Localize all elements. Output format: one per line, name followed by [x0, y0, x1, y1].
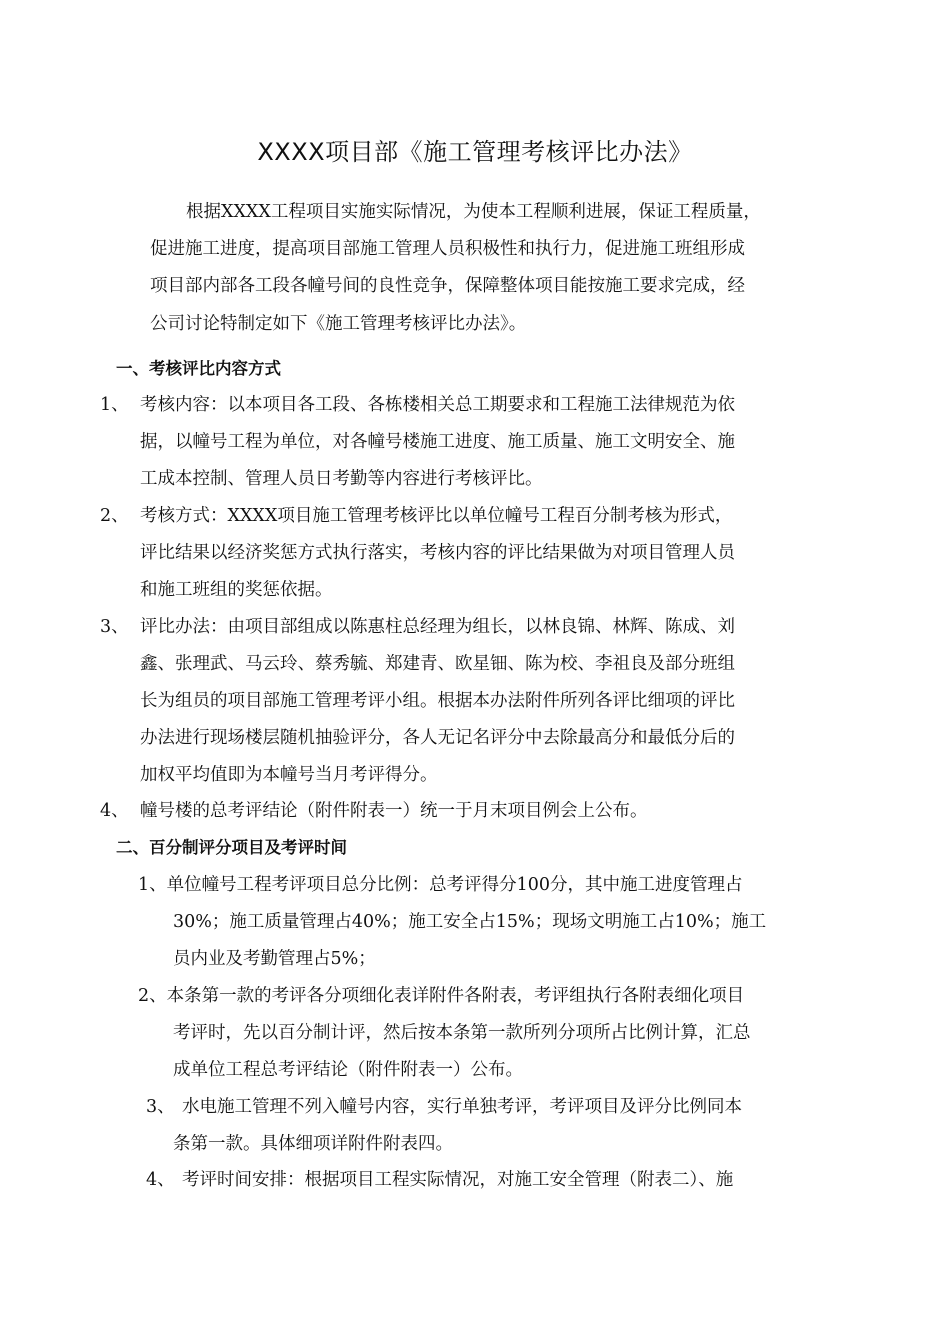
intro-line: 根据XXXX工程项目实施实际情况，为使本工程顺利进展，保证工程质量， [186, 202, 761, 222]
item-number: 4、 [100, 801, 129, 821]
item-line: 成单位工程总考评结论（附件附表一）公布。 [173, 1060, 523, 1080]
item-line: 1、单位幢号工程考评项目总分比例：总考评得分100分，其中施工进度管理占 [138, 875, 743, 895]
item-line: 考评时，先以百分制计评，然后按本条第一款所列分项所占比例计算，汇总 [173, 1023, 751, 1043]
item-number: 1、 [100, 395, 129, 415]
item-number: 3、 [146, 1097, 175, 1117]
item-line: 30%；施工质量管理占40%；施工安全占15%；现场文明施工占10%；施工 [173, 912, 767, 932]
item-line: 办法进行现场楼层随机抽验评分，各人无记名评分中去除最高分和最低分后的 [140, 728, 735, 748]
item-line: 据，以幢号工程为单位，对各幢号楼施工进度、施工质量、施工文明安全、施 [140, 432, 735, 452]
item-line: 和施工班组的奖惩依据。 [140, 580, 333, 600]
intro-line: 项目部内部各工段各幢号间的良性竞争，保障整体项目能按施工要求完成，经 [150, 276, 745, 296]
item-line: 考核方式：XXXX项目施工管理考核评比以单位幢号工程百分制考核为形式， [140, 506, 733, 526]
item-number: 2、 [100, 506, 129, 526]
item-line: 员内业及考勤管理占5%； [173, 949, 376, 969]
document-title: XXXX项目部《施工管理考核评比办法》 [257, 138, 693, 166]
item-line: 鑫、张理武、马云玲、蔡秀毓、郑建青、欧星钿、陈为校、李祖良及部分班组 [140, 654, 735, 674]
item-line: 评比办法：由项目部组成以陈惠柱总经理为组长，以林良锦、林辉、陈成、刘 [140, 617, 735, 637]
item-line: 加权平均值即为本幢号当月考评得分。 [140, 765, 438, 785]
section-heading: 二、百分制评分项目及考评时间 [116, 838, 347, 857]
intro-line: 公司讨论特制定如下《施工管理考核评比办法》。 [150, 314, 527, 334]
item-line: 幢号楼的总考评结论（附件附表一）统一于月末项目例会上公布。 [140, 801, 648, 821]
item-number: 4、 [146, 1170, 175, 1190]
section-heading: 一、考核评比内容方式 [116, 359, 281, 378]
item-line: 工成本控制、管理人员日考勤等内容进行考核评比。 [140, 469, 543, 489]
item-line: 考核内容：以本项目各工段、各栋楼相关总工期要求和工程施工法律规范为依 [140, 395, 735, 415]
item-line: 长为组员的项目部施工管理考评小组。根据本办法附件所列各评比细项的评比 [140, 691, 735, 711]
item-line: 水电施工管理不列入幢号内容，实行单独考评，考评项目及评分比例同本 [182, 1097, 742, 1117]
item-line: 条第一款。具体细项详附件附表四。 [173, 1134, 453, 1154]
item-line: 考评时间安排：根据项目工程实际情况，对施工安全管理（附表二）、施 [182, 1170, 734, 1190]
item-number: 3、 [100, 617, 129, 637]
intro-line: 促进施工进度，提高项目部施工管理人员积极性和执行力，促进施工班组形成 [150, 239, 745, 259]
item-line: 2、本条第一款的考评各分项细化表详附件各附表，考评组执行各附表细化项目 [138, 986, 745, 1006]
item-line: 评比结果以经济奖惩方式执行落实，考核内容的评比结果做为对项目管理人员 [140, 543, 735, 563]
